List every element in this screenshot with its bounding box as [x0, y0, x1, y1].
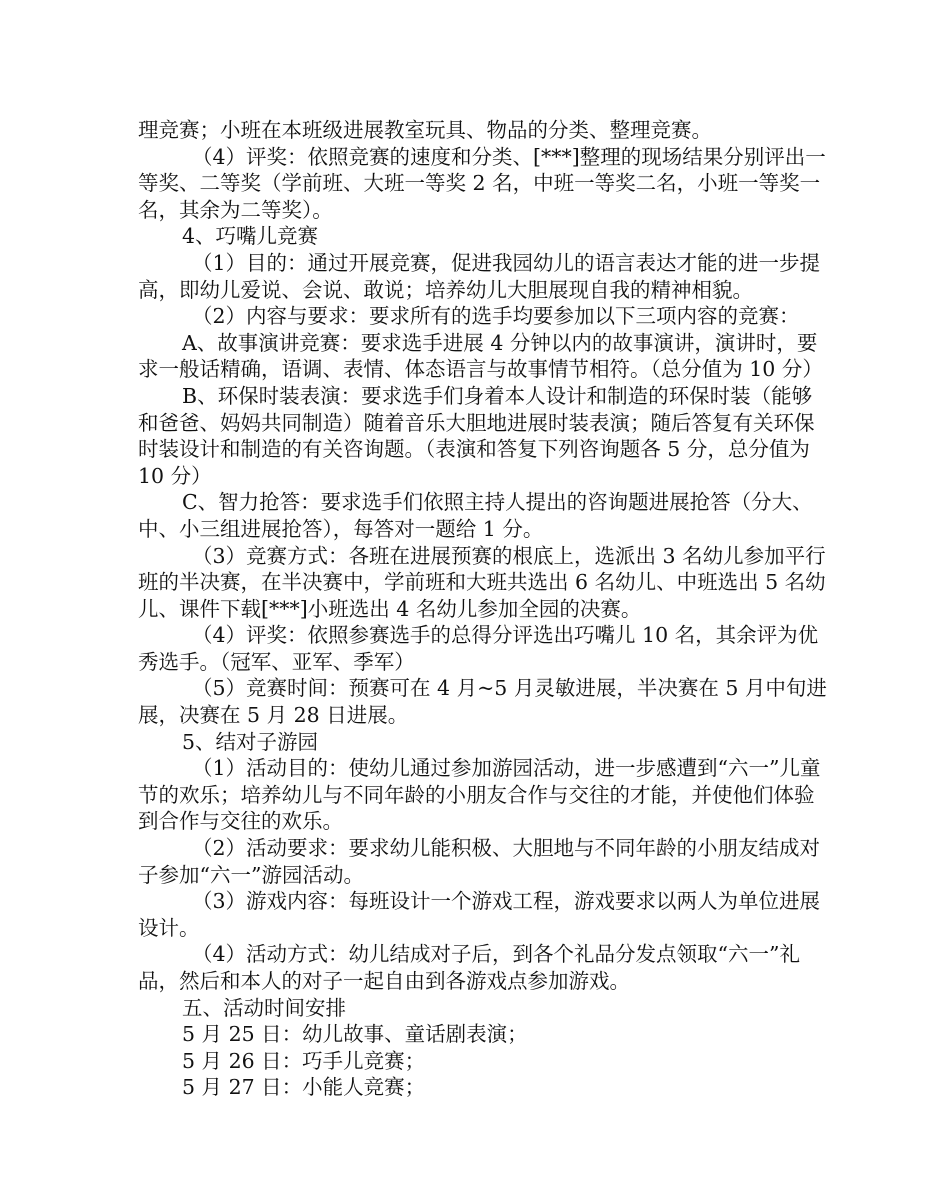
paragraph-competition-format: （3）竞赛方式：各班在进展预赛的根底上，选派出 3 名幼儿参加平行班的半决赛，在半决赛中，学前班和大班共选出 6 名幼儿、中班选出 5 名幼儿、课件下载[***]小班选出 4 名幼儿参加全园的决赛。	[138, 543, 826, 621]
paragraph-story-speech: A、故事演讲竞赛：要求选手进展 4 分钟以内的故事演讲，演讲时，要求一般话精确，语调、表情、体态语言与故事情节相符。（总分值为 10 分）	[138, 330, 823, 382]
paragraph-activity-purpose: （1）活动目的：使幼儿通过参加游园活动，进一步感遭到“六一”儿童节的欢乐；培养幼儿与不同年龄的小朋友合作与交往的才能，并使他们体验到合作与交往的欢乐。	[138, 756, 821, 834]
section-heading-qiaozuier: 4、巧嘴儿竞赛	[182, 224, 319, 249]
paragraph-award-rules: （4）评奖：依照竞赛的速度和分类、[***]整理的现场结果分别评出一等奖、二等奖（学前班、大班一等奖 2 名，中班一等奖二名，小班一等奖一名，其余为二等奖）。	[138, 144, 826, 222]
paragraph-eco-fashion: B、环保时装表演：要求选手们身着本人设计和制造的环保时装（能够和爸爸、妈妈共同制造）随着音乐大胆地进展时装表演；随后答复有关环保时装设计和制造的有关咨询题。（表演和答复下列咨询题各 5 分，总分值为 10 分）	[138, 383, 817, 488]
schedule-item: 5 月 25 日：幼儿故事、童话剧表演；	[182, 1022, 528, 1047]
paragraph-competition-time: （5）竞赛时间：预赛可在 4 月~5 月灵敏进展，半决赛在 5 月中旬进展，决赛在 5 月 28 日进展。	[138, 676, 827, 728]
paragraph-purpose: （1）目的：通过开展竞赛，促进我园幼儿的语言表达才能的进一步提高，即幼儿爱说、会说、敢说；培养幼儿大胆展现自我的精神相貌。	[138, 250, 821, 302]
paragraph-quiz: C、智力抢答：要求选手们依照主持人提出的咨询题进展抢答（分大、中、小三组进展抢答），每答对一题给 1 分。	[138, 490, 813, 541]
paragraph-activity-requirements: （2）活动要求：要求幼儿能积极、大胆地与不同年龄的小朋友结成对子参加“六一”游园活动。	[138, 836, 821, 887]
section-heading-schedule: 五、活动时间安排	[182, 995, 346, 1020]
section-heading-garden-party: 5、结对子游园	[182, 729, 319, 754]
paragraph-content-requirements: （2）内容与要求：要求所有的选手均要参加以下三项内容的竞赛：	[192, 304, 800, 329]
paragraph-continuation: 理竞赛；小班在本班级进展教室玩具、物品的分类、整理竞赛。	[138, 118, 712, 142]
schedule-item: 5 月 27 日：小能人竞赛；	[182, 1075, 426, 1100]
document-body	[138, 117, 828, 1101]
paragraph-activity-method: （4）活动方式：幼儿结成对子后，到各个礼品分发点领取“六一”礼品，然后和本人的对子一起自由到各游戏点参加游戏。	[138, 942, 801, 993]
paragraph-game-content: （3）游戏内容：每班设计一个游戏工程，游戏要求以两人为单位进展设计。	[138, 889, 821, 940]
paragraph-awards: （4）评奖：依照参赛选手的总得分评选出巧嘴儿 10 名，其余评为优秀选手。（冠军、亚军、季军）	[138, 623, 819, 674]
schedule-item: 5 月 26 日：巧手儿竞赛；	[182, 1048, 426, 1073]
